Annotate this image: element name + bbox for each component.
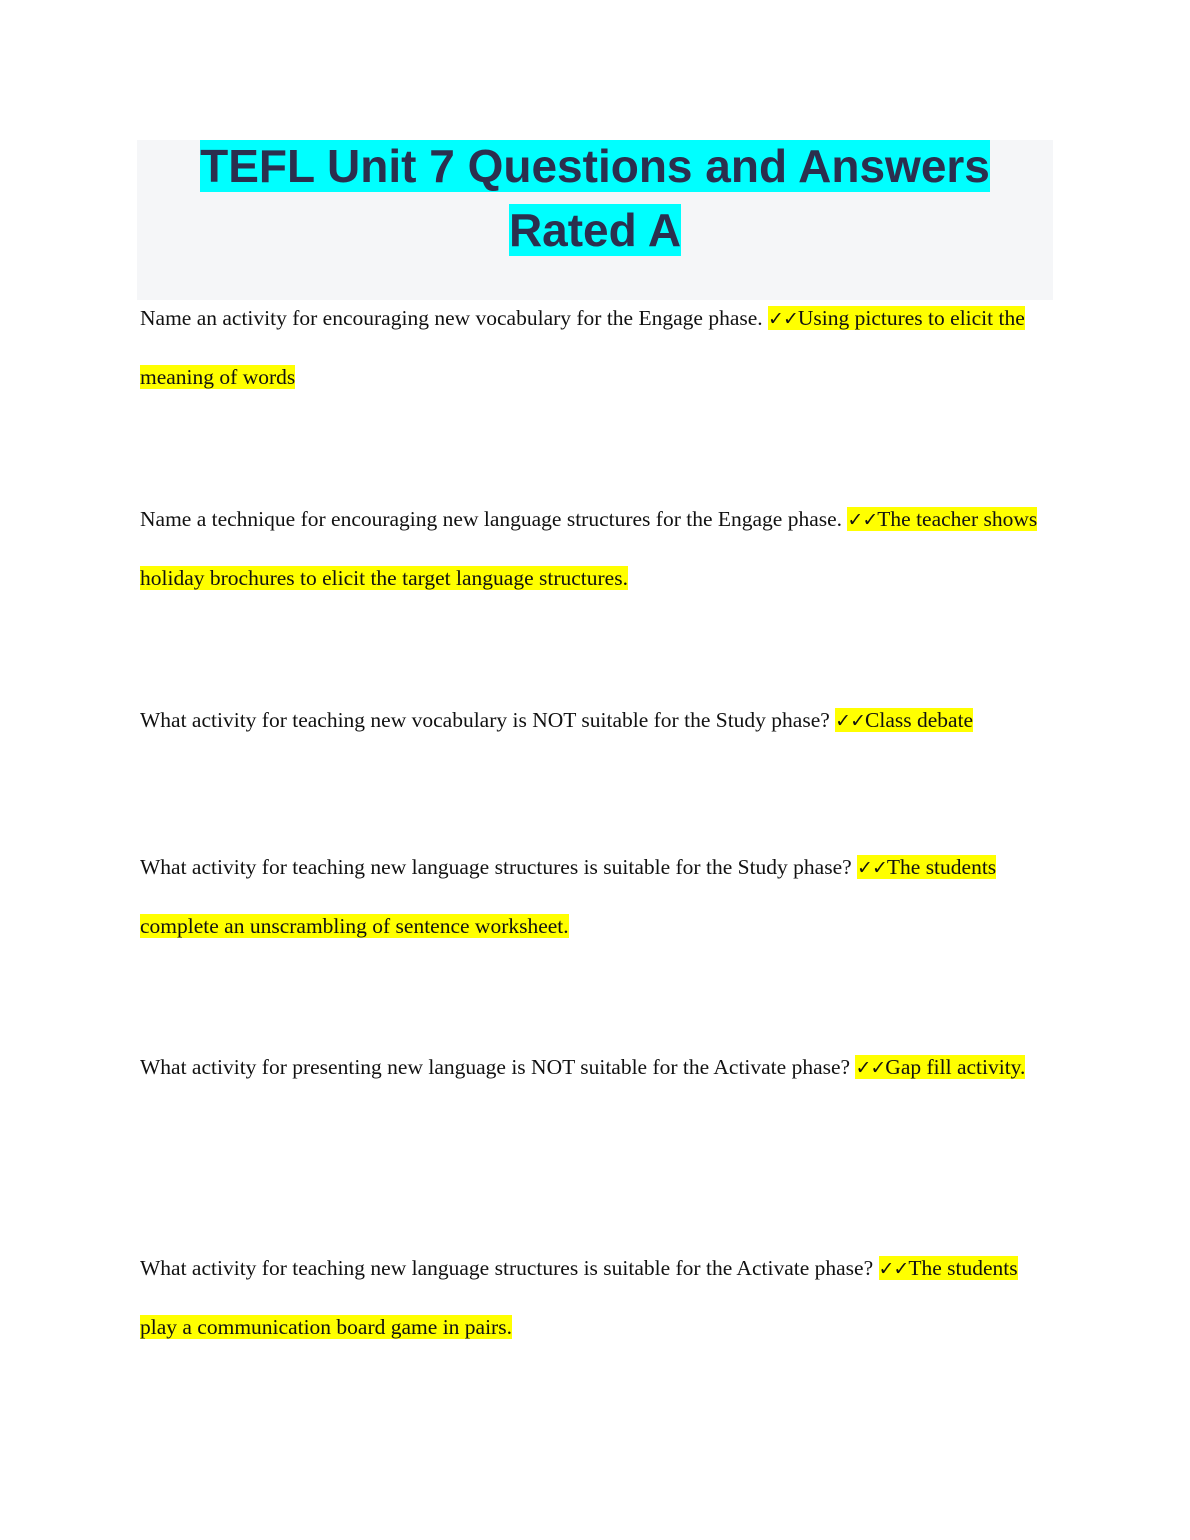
answer-text: The students play a communication board game in pairs. — [140, 1256, 1018, 1339]
answer-text: The teacher shows holiday brochures to elicit the target language structures. — [140, 507, 1038, 590]
qa-item-1 — [140, 289, 1055, 406]
answer-text: Using pictures to elicit the meaning of words — [140, 306, 1025, 389]
question-text: Name an activity for encouraging new vocabulary for the Engage phase. — [140, 306, 763, 330]
document-title: TEFL Unit 7 Questions and Answers Rated A — [200, 140, 990, 256]
check-mark-icon: ✓✓ — [768, 308, 798, 330]
answer-text: Class debate — [865, 708, 974, 732]
answer-text: Gap fill activity. — [885, 1055, 1026, 1079]
check-mark-icon: ✓✓ — [878, 1258, 909, 1280]
qa-item-2 — [140, 490, 1055, 607]
question-text: What activity for teaching new vocabulary is NOT suitable for the Study phase? — [140, 708, 830, 732]
question-text: What activity for presenting new language is NOT suitable for the Activate phase? — [140, 1055, 851, 1079]
check-mark-icon: ✓✓ — [847, 509, 878, 531]
check-mark-icon: ✓✓ — [857, 857, 887, 879]
qa-item-4 — [140, 838, 1055, 955]
check-mark-icon: ✓✓ — [855, 1057, 886, 1079]
question-text: Name a technique for encouraging new language structures for the Engage phase. — [140, 507, 843, 531]
check-mark-icon: ✓✓ — [835, 710, 866, 732]
title-block — [137, 140, 1053, 300]
answer-highlight — [835, 708, 973, 732]
answer-text: The students complete an unscrambling of sentence worksheet. — [140, 855, 997, 938]
answer-highlight — [855, 1055, 1025, 1079]
question-text: What activity for teaching new language structures is suitable for the Study phase? — [140, 855, 852, 879]
qa-item-5 — [140, 1038, 1055, 1097]
question-text: What activity for teaching new language structures is suitable for the Activate phase? — [140, 1256, 874, 1280]
qa-item-3 — [140, 691, 1055, 750]
qa-item-6 — [140, 1239, 1055, 1356]
